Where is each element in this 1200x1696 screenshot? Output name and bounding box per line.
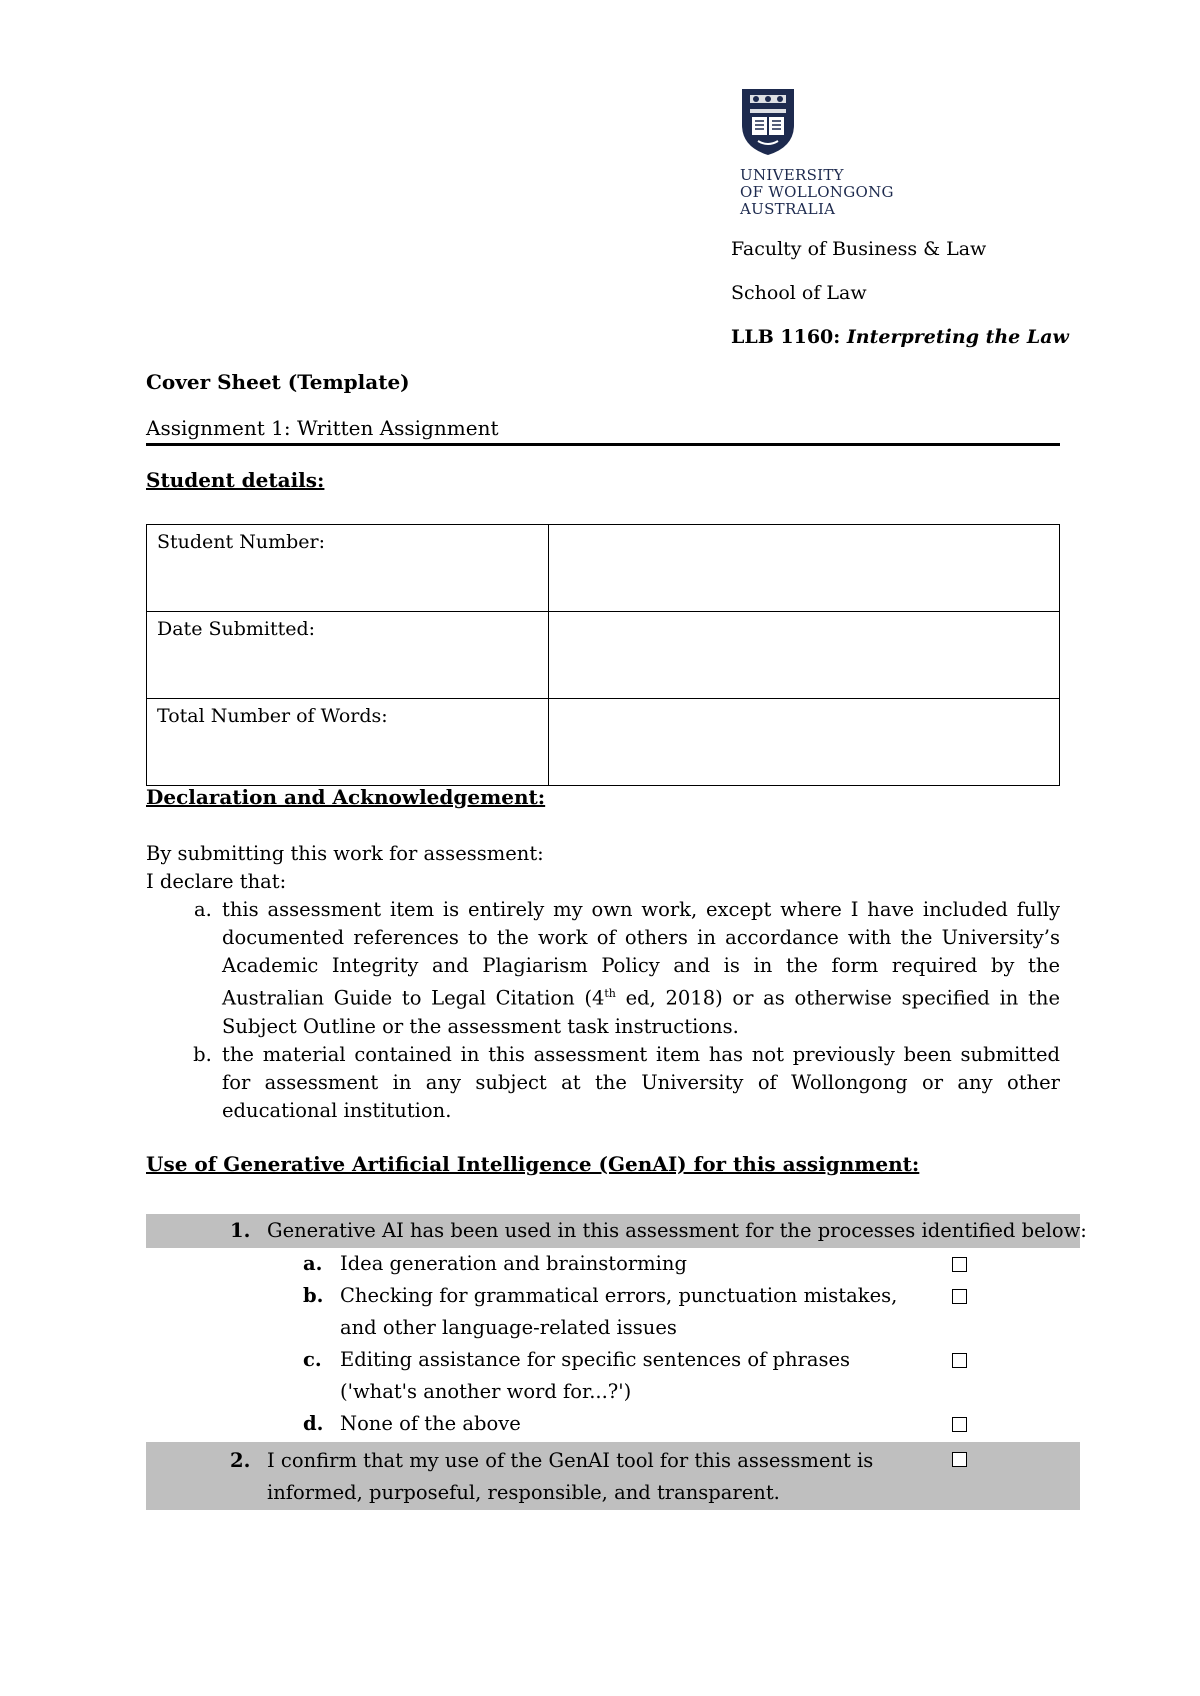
question-text: Generative AI has been used in this assessment for the processes identified below: [267, 1219, 1087, 1242]
declaration-item-a-text: ed, 2018) or as otherwise specified in the Subject Outline or the assessment task instructions. [222, 986, 1060, 1038]
title-divider [146, 443, 1060, 446]
cover-sheet-title: Cover Sheet (Template) [146, 370, 410, 394]
student-details-table [146, 524, 1060, 786]
declaration-heading: Declaration and Acknowledgement: [146, 785, 546, 809]
table-row [147, 699, 1060, 786]
school-name: School of Law [731, 282, 867, 304]
genai-option-b [146, 1280, 1080, 1344]
declaration-item-b: b. the material contained in this assessment item has not previously been submitted for assessment in any subject at the University of Wollongong or any other educational institution. [218, 1041, 1060, 1125]
question-text: I confirm that my use of the GenAI tool for this assessment is informed, purposeful, responsible, and transparent. [267, 1449, 874, 1504]
student-number-label: Student Number: [147, 525, 549, 612]
checkbox[interactable] [952, 1452, 967, 1467]
subject-name: Interpreting the Law [846, 326, 1069, 348]
student-number-field[interactable] [549, 525, 1060, 612]
declaration-item-a-text: this assessment item is entirely my own work, except where I have included fully documented references to the work of others in accordance with the University’s Academic Integrity and Plagiarism Policy and is in the form required by the Australian Guide to Legal Citation (4 [222, 898, 1060, 1010]
table-row [147, 525, 1060, 612]
genai-heading: Use of Generative Artificial Intelligence (GenAI) for this assignment: [146, 1152, 920, 1176]
word-count-label: Total Number of Words: [147, 699, 549, 786]
declaration-body [146, 840, 1060, 1125]
option-text: Checking for grammatical errors, punctuation mistakes, and other language-related issues [340, 1284, 898, 1339]
checkbox[interactable] [952, 1417, 967, 1432]
checkbox[interactable] [952, 1257, 967, 1272]
assignment-title: Assignment 1: Written Assignment [146, 416, 499, 440]
declaration-intro: By submitting this work for assessment: [146, 842, 544, 865]
question-number: 1. [230, 1219, 251, 1242]
superscript: th [604, 987, 616, 1000]
subject-heading [731, 326, 1069, 348]
genai-section [146, 1214, 1087, 1510]
checkbox[interactable] [952, 1353, 967, 1368]
university-name [740, 167, 910, 218]
university-name-line: UNIVERSITY [740, 166, 844, 184]
option-letter: b. [303, 1284, 324, 1307]
option-letter: d. [303, 1412, 324, 1435]
declaration-list [146, 896, 1060, 1125]
university-name-line: AUSTRALIA [740, 200, 836, 218]
checkbox[interactable] [952, 1289, 967, 1304]
university-crest-icon [740, 85, 796, 157]
university-logo [740, 85, 910, 218]
date-submitted-field[interactable] [549, 612, 1060, 699]
genai-question-1 [146, 1214, 1087, 1248]
genai-question-2 [146, 1442, 1080, 1510]
faculty-name: Faculty of Business & Law [731, 238, 987, 260]
subject-code: LLB 1160: [731, 326, 841, 348]
declaration-intro: I declare that: [146, 870, 287, 893]
genai-option-d [146, 1408, 1080, 1442]
genai-option-a [146, 1248, 1080, 1280]
question-number: 2. [230, 1449, 251, 1472]
word-count-field[interactable] [549, 699, 1060, 786]
option-text: None of the above [340, 1412, 521, 1435]
option-letter: c. [303, 1348, 322, 1371]
table-row [147, 612, 1060, 699]
option-text: Idea generation and brainstorming [340, 1252, 687, 1275]
option-text: Editing assistance for specific sentences of phrases ('what's another word for...?') [340, 1348, 851, 1403]
student-details-heading: Student details: [146, 468, 325, 492]
declaration-item-a [218, 896, 1060, 1041]
date-submitted-label: Date Submitted: [147, 612, 549, 699]
option-letter: a. [303, 1252, 323, 1275]
university-name-line: OF WOLLONGONG [740, 183, 894, 201]
genai-option-c [146, 1344, 1080, 1408]
